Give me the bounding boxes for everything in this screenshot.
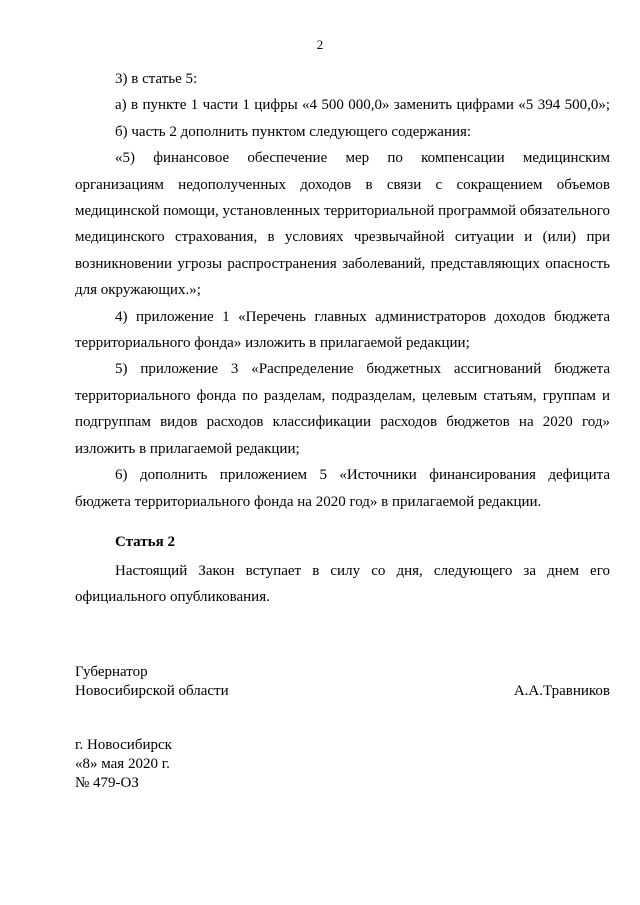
signatory-name: А.А.Травников xyxy=(513,683,610,699)
city: г. Новосибирск xyxy=(75,737,172,753)
article-heading: Статья 2 xyxy=(115,534,175,550)
amendment-paragraph: 3) в статье 5: xyxy=(115,71,198,87)
amendments-list xyxy=(75,66,610,515)
law-number: № 479-ОЗ xyxy=(75,775,139,791)
date: «8» мая 2020 г. xyxy=(75,756,170,772)
article-body xyxy=(75,558,610,611)
amendment-paragraph: 4) приложение 1 «Перечень главных администраторов доходов бюджета территориального фонда» изложить в прилагаемой редакции; xyxy=(75,308,610,352)
amendment-paragraph: б) часть 2 дополнить пунктом следующего содержания: xyxy=(115,123,472,140)
signatory-title-line: Новосибирской области xyxy=(75,683,229,699)
amendment-paragraph: «5) финансовое обеспечение мер по компенсации медицинским организациям недополученных доходов в связи с сокращением объемов медицинской помощи, установленных территориальной программой обязательного медицинского страхования, в условиях чрезвычайной ситуации и (или) при возникновении угрозы распространения заболеваний, представляющих опасность для окружающих.»; xyxy=(75,150,610,299)
page-number: 2 xyxy=(316,37,324,52)
amendment-paragraph: 6) дополнить приложением 5 «Источники финансирования дефицита бюджета территориального фонда на 2020 год» в прилагаемой редакции. xyxy=(75,467,610,510)
signatory-title-line: Губернатор xyxy=(75,664,148,680)
amendment-paragraph: 5) приложение 3 «Распределение бюджетных ассигнований бюджета территориального фонда по разделам, подразделам, целевым статьям, группам и подгруппам видов расходов классификации расходов бюджетов на 2020 год» изложить в прилагаемой редакции; xyxy=(75,361,610,457)
signatory-title xyxy=(75,663,229,701)
place-and-date xyxy=(75,736,172,793)
article-text: Настоящий Закон вступает в силу со дня, следующего за днем его официального опубликования. xyxy=(75,563,610,606)
amendment-paragraph: а) в пункте 1 части 1 цифры «4 500 000,0» заменить цифрами «5 394 500,0»; xyxy=(115,97,610,114)
